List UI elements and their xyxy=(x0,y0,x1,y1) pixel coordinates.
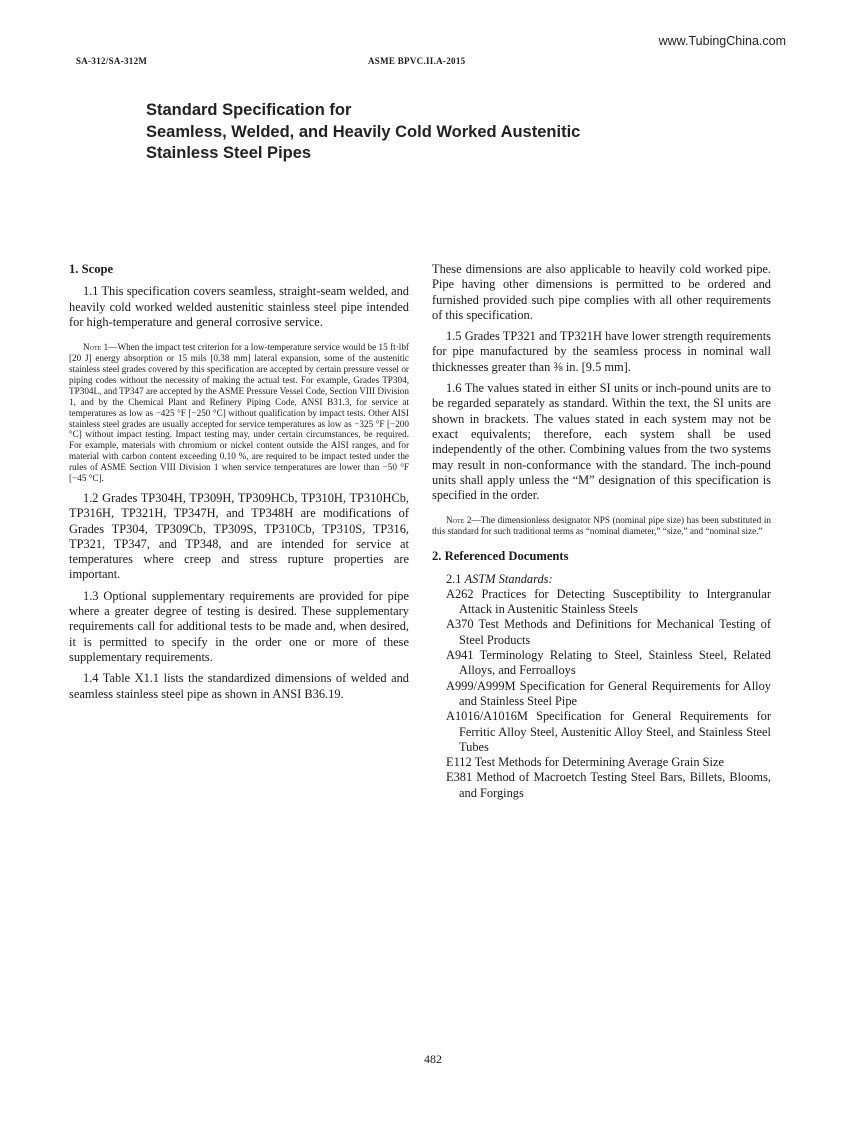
page-number: 482 xyxy=(424,1052,442,1066)
paragraph-1-2: 1.2 Grades TP304H, TP309H, TP309HCb, TP310H, TP310HCb, TP316H, TP321H, TP347H, and TP348H are modifications of Grades TP304, TP309Cb, TP309S, TP310Cb, TP310S, TP316, TP321, TP347, and TP348, and are intended for service at temperatures where creep and stress rupture properties are important. xyxy=(69,490,409,582)
paragraph-1-4-continued: These dimensions are also applicable to heavily cold worked pipe. Pipe having other dimensions is permitted to be ordered and furnished provided such pipe complies with all other requirements of this specification. xyxy=(432,262,771,322)
astm-standards-number: 2.1 xyxy=(446,571,462,586)
running-head-left: SA-312/SA-312M xyxy=(76,56,148,66)
section-heading-referenced-documents: 2. Referenced Documents xyxy=(432,549,569,564)
reference-item: E112 Test Methods for Determining Average Grain Size xyxy=(446,755,724,770)
reference-item: A262 Practices for Detecting Susceptibility to Intergranular Attack in Austenitic Stainless Steels xyxy=(446,586,771,617)
note-1-text: —When the impact test criterion for a low-temperature service would be 15 ft·lbf [20 J] energy absorption or 15 mils [0.38 mm] lateral expansion, some of the austenitic stainless steel grades covered by this specification are accepted by certain pressure vessel or piping codes without the necessity of making the actual test. For example, Grades TP304, TP304L, and TP347 are accepted by the ASME Pressure Vessel Code, Section VIII Division 1, and by the Chemical Plant and Refinery Piping Code, ANSI B31.3, for service at temperatures as low as −425 °F [−250 °C] without qualification by impact tests. Other AISI stainless steel grades are usually accepted for service temperatures as low as −325 °F [−200 °C] without impact testing. Impact testing may, under certain circumstances, be required. For example, materials with chromium or nickel content outside the AISI ranges, and for material with carbon content exceeding 0.10 %, are required to be impact tested under the rules of ASME Section VIII Division 1 when service temperatures are lower than −50 °F [−45 °C]. xyxy=(69,342,409,484)
paragraph-1-6: 1.6 The values stated in either SI units or inch-pound units are to be regarded separately as standard. Within the text, the SI units are shown in brackets. The values stated in each system may not be exact equivalents; therefore, each system shall be used independently of the other. Combining values from the two systems may result in non-conformance with the standard. The inch-pound units shall apply unless the “M” designation of this specification is specified in the order. xyxy=(432,381,771,503)
title-line: Seamless, Welded, and Heavily Cold Worked Austenitic xyxy=(146,122,581,141)
title-line: Stainless Steel Pipes xyxy=(146,144,312,162)
note-2-label: Note 2 xyxy=(446,515,472,526)
note-1 xyxy=(69,342,409,484)
section-heading-scope: 1. Scope xyxy=(69,262,114,276)
paragraph-1-1: 1.1 This specification covers seamless, straight-seam welded, and heavily cold worked welded austenitic stainless steel pipe intended for high-temperature and general corrosive service. xyxy=(69,284,409,329)
reference-item: A1016/A1016M Specification for General Requirements for Ferritic Alloy Steel, Austenitic Alloy Steel, and Stainless Steel Tubes xyxy=(446,709,771,754)
note-2-text: —The dimensionless designator NPS (nominal pipe size) has been substituted in this standard for such traditional terms as “nominal diameter,” “size,” and “nominal size.” xyxy=(432,515,771,537)
title-line: Standard Specification for xyxy=(146,101,352,119)
reference-item: E381 Method of Macroetch Testing Steel Bars, Billets, Blooms, and Forgings xyxy=(446,770,771,800)
document-title xyxy=(146,100,580,165)
right-column xyxy=(432,262,771,801)
paragraph-1-4: 1.4 Table X1.1 lists the standardized dimensions of welded and seamless stainless steel pipe as shown in ANSI B36.19. xyxy=(69,671,409,701)
reference-item: A370 Test Methods and Definitions for Mechanical Testing of Steel Products xyxy=(446,617,771,647)
note-2 xyxy=(432,515,771,537)
left-column xyxy=(69,262,409,708)
paragraph-1-5: 1.5 Grades TP321 and TP321H have lower strength requirements for pipe manufactured by the seamless process in nominal wall thicknesses greater than ⅜ in. [9.5 mm]. xyxy=(432,329,771,374)
paragraph-1-3: 1.3 Optional supplementary requirements are provided for pipe where a greater degree of testing is desired. These supplementary requirements call for additional tests to be made and, when desired, it is permitted to specify in the order one or more of these supplementary requirements. xyxy=(69,588,409,664)
reference-item: A941 Terminology Relating to Steel, Stainless Steel, Related Alloys, and Ferroalloys xyxy=(446,648,771,678)
watermark-url: www.TubingChina.com xyxy=(658,34,786,48)
reference-item: A999/A999M Specification for General Requirements for Alloy and Stainless Steel Pipe xyxy=(446,678,771,708)
note-1-label: Note 1 xyxy=(83,342,109,353)
astm-standards-label: ASTM Standards: xyxy=(464,571,553,586)
astm-standards-heading xyxy=(446,572,771,587)
running-head-center: ASME BPVC.II.A-2015 xyxy=(368,56,466,66)
